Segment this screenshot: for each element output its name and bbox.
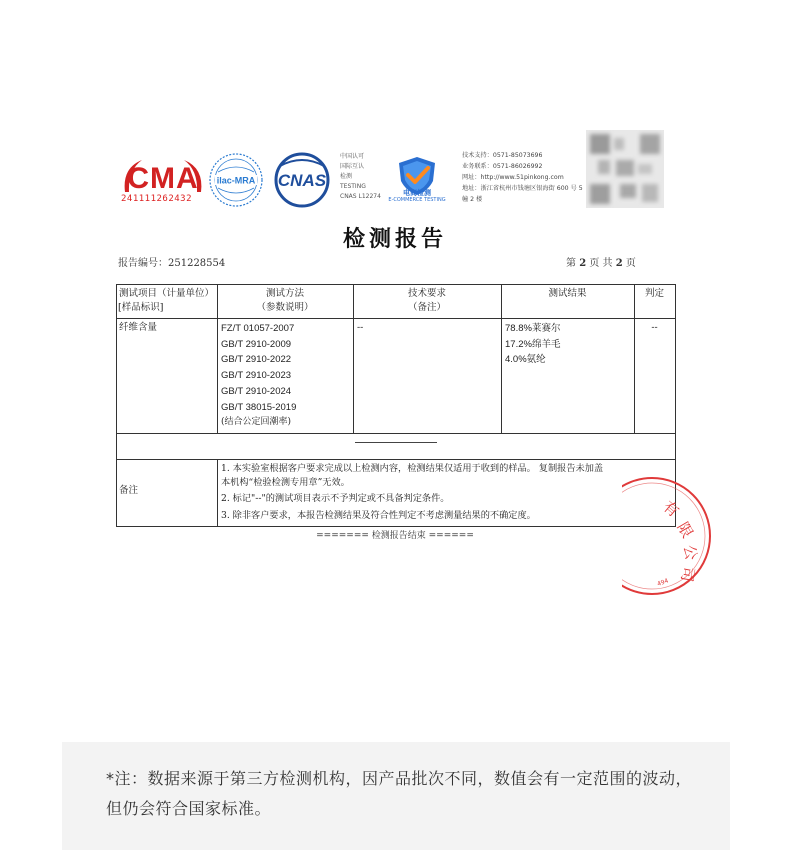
result-percent: 4.0% — [505, 354, 527, 366]
row-test-methods — [221, 321, 351, 431]
header-test-method-line2: （参数说明） — [256, 302, 314, 313]
row-judgement: -- — [651, 322, 658, 333]
method-standard: GB/T 2910-2024 — [221, 385, 292, 397]
method-standard: (结合公定回潮率) — [221, 417, 292, 428]
header-test-item — [116, 287, 217, 315]
cnas-info-line: CNAS L12274 — [340, 193, 381, 200]
svg-text:有: 有 — [659, 497, 683, 521]
company-seal-stamp — [622, 468, 732, 598]
footer-note-text: *注：数据来源于第三方检测机构，因产品批次不同，数值会有一定范围的波动，但仍会符合国家标准。 — [106, 769, 693, 818]
cnas-info-line: 中国认可 — [340, 153, 365, 160]
report-number — [118, 254, 225, 269]
report-number-value: 251228554 — [168, 258, 226, 269]
contact-line: 技术支持：0571-85073696 — [462, 152, 543, 159]
remark-line: 1. 本实验室根据客户要求完成以上检测内容，检测结果仅适用于收到的样品。 复制报告未加盖 — [221, 463, 604, 474]
report-end-line: ======= 检测报告结束 ====== — [316, 531, 474, 541]
svg-text:限: 限 — [673, 519, 697, 542]
method-standard: GB/T 2910-2023 — [221, 370, 292, 382]
separator-mark — [355, 442, 437, 443]
result-line — [505, 352, 560, 368]
remark-line: 本机构“检验检测专用章”无效。 — [221, 477, 350, 488]
header-requirement — [353, 287, 501, 315]
test-results-table — [116, 284, 676, 527]
page-total: 2 — [615, 258, 623, 269]
page-current: 2 — [579, 258, 587, 269]
method-standard: GB/T 2910-2009 — [221, 338, 292, 350]
result-fiber: 氨纶 — [526, 354, 546, 366]
header-requirement-line1: 技术要求 — [407, 288, 446, 299]
svg-text:公: 公 — [680, 543, 701, 562]
page-indicator — [566, 254, 636, 269]
ilac-mra-logo — [208, 152, 264, 208]
ec-label-cn: 电商检测 — [403, 189, 431, 197]
result-percent: 78.8% — [505, 323, 532, 334]
result-line — [505, 321, 560, 337]
header-judgement: 判定 — [644, 288, 664, 299]
result-line — [505, 337, 560, 353]
header-test-item-line1: 测试项目（计量单位） — [118, 288, 214, 299]
page-suffix: 页 — [625, 258, 636, 269]
cnas-info-line: 国际互认 — [340, 163, 365, 170]
contact-line: 地址：浙江省杭州市钱塘区银海街 600 号 5 — [462, 185, 583, 192]
qr-code-blurred — [586, 130, 664, 208]
result-percent: 17.2% — [505, 338, 532, 350]
svg-text:494: 494 — [656, 577, 670, 588]
svg-text:司: 司 — [677, 565, 698, 584]
result-fiber: 绵羊毛 — [531, 338, 561, 350]
page-prefix: 第 — [566, 258, 576, 269]
header-test-item-line2: [样品标识] — [118, 302, 164, 313]
header-requirement-line2: （备注） — [407, 302, 446, 313]
contact-line: 网址：http://www.51pinkong.com — [462, 174, 564, 181]
svg-text:CNAS: CNAS — [277, 171, 327, 190]
svg-text:ilac-MRA: ilac-MRA — [216, 175, 256, 186]
remark-line: 3. 除非客户要求，本报告检测结果及符合性判定不考虑测量结果的不确定度。 — [221, 510, 536, 521]
method-standard: GB/T 38015-2019 — [221, 401, 297, 413]
row-results — [505, 321, 560, 368]
remarks-label: 备注 — [119, 485, 139, 496]
cma-number: 241111262432 — [121, 194, 193, 204]
method-standard: GB/T 2910-2022 — [221, 354, 292, 366]
header-test-method-line1: 测试方法 — [265, 288, 304, 299]
header-test-result: 测试结果 — [548, 288, 587, 299]
ec-label-en: E-COMMERCE TESTING — [388, 197, 446, 203]
row-item-fiber-content: 纤维含量 — [119, 322, 158, 333]
svg-text:CMA: CMA — [127, 162, 199, 195]
header-test-method — [217, 287, 353, 315]
cnas-info-line: 检测 — [340, 173, 353, 180]
report-number-label: 报告编号： — [118, 258, 168, 269]
report-title: 检测报告 — [342, 227, 447, 252]
remark-line: 2. 标记"--"的测试项目表示不予判定或不具备判定条件。 — [221, 493, 450, 504]
method-standard: FZ/T 01057-2007 — [221, 323, 295, 334]
contact-line: 幢 2 楼 — [462, 196, 483, 203]
page-mid: 页 共 — [589, 258, 613, 269]
contact-line: 业务联系：0571-86026992 — [462, 163, 543, 170]
cnas-info — [340, 152, 381, 202]
cnas-logo — [266, 152, 338, 208]
contact-info — [462, 150, 583, 205]
result-fiber: 莱赛尔 — [531, 323, 561, 334]
footer-note-box — [62, 742, 730, 850]
row-requirement: -- — [357, 322, 364, 333]
cnas-info-line: TESTING — [340, 183, 366, 190]
